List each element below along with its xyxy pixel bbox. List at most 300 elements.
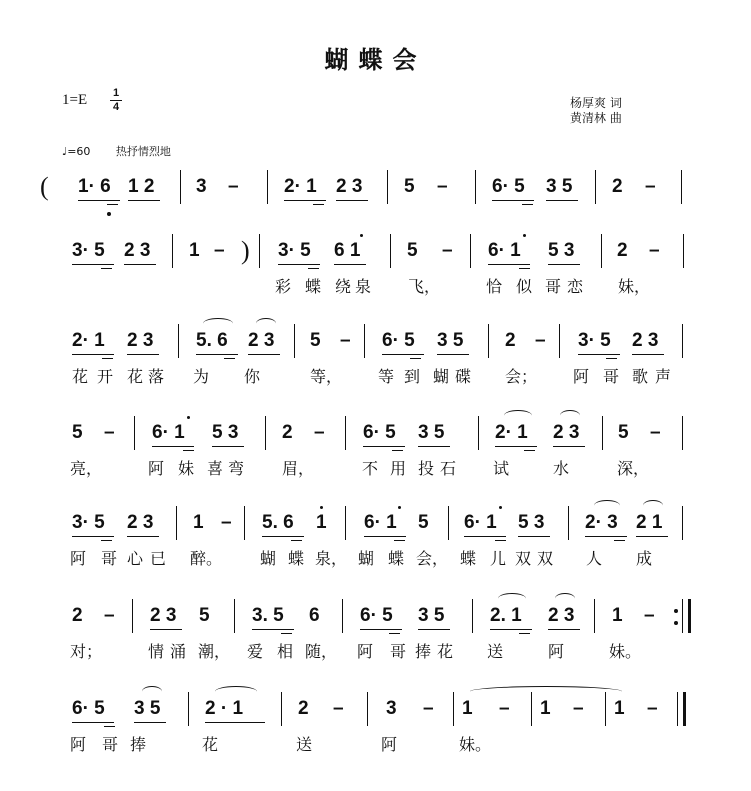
beamed-note-group [127,330,159,358]
eighth-note-underline [252,629,294,630]
beamed-note-group [336,176,368,204]
eighth-note-underline [212,446,244,447]
sustain-dash: – [573,698,584,719]
slur-tie-arc [594,500,620,511]
lyric-syllable: 到 [404,367,421,386]
barline [294,324,295,358]
lyric-syllable: 成 [636,549,653,568]
lyric-syllable: 会， [416,549,449,568]
lyric-syllable: 试 [493,459,510,478]
barline [178,324,179,358]
beamed-note-group [150,605,182,633]
high-octave-dot [398,506,401,509]
lyricist: 杨厚爽 词 [570,96,622,110]
eighth-note-underline [248,354,280,355]
barline [390,234,391,268]
beamed-note-group [437,330,469,358]
lyric-syllable: 哥 [603,367,620,386]
barline [176,506,177,540]
sustain-dash: – [104,605,115,626]
note: 3 [386,698,397,719]
eighth-note-underline [72,354,114,355]
eighth-note-underline [490,629,532,630]
beamed-note-group [578,330,620,358]
eighth-note-underline [495,446,537,447]
beamed-note-group [518,512,550,540]
lyric-syllable: 妹， [618,277,651,296]
barline [601,234,602,268]
note: 2 [72,605,83,626]
eighth-note-underline [127,536,159,537]
lyric-syllable: 似 [516,277,533,296]
sixteenth-note-underline [522,204,533,205]
eighth-note-underline [632,354,664,355]
sustain-dash: – [437,176,448,197]
note-group-text: 6· 5 [492,176,525,197]
beamed-note-group [72,512,114,540]
note-group-text: 2. 1 [490,605,522,626]
score-row [0,605,751,685]
note-group-text: 3· 5 [72,240,105,261]
eighth-note-underline [334,264,366,265]
eighth-note-underline [382,354,424,355]
beamed-note-group [548,605,580,633]
beamed-note-group [134,698,166,726]
lyric-syllable: 你 [244,367,261,386]
barline [475,170,476,204]
lyric-syllable: 眉， [282,459,315,478]
note: 1 [316,512,327,533]
note: 2 [282,422,293,443]
note-group-text: 3 5 [437,330,464,351]
sixteenth-note-underline [101,540,112,541]
note-group-text: 2· 1 [72,330,105,351]
eighth-note-underline [72,264,114,265]
lyric-syllable: 深， [617,459,650,478]
low-octave-dot [107,212,111,216]
bracket: ) [241,236,250,265]
lyric-syllable: 弯 [228,459,245,478]
note-group-text: 2· 1 [284,176,317,197]
barline [681,170,682,204]
note: 2 [612,176,623,197]
note-group-text: 6· 1 [464,512,497,533]
lyric-syllable: 儿 [490,549,507,568]
lyric-syllable: 绕 [335,277,352,296]
lyric-syllable: 心 [127,549,144,568]
lyric-syllable: 情 [148,642,165,661]
eighth-note-underline [464,536,506,537]
note: 2 [505,330,516,351]
beamed-note-group [248,330,280,358]
beamed-note-group [585,512,627,540]
barline [387,170,388,204]
lyric-syllable: 捧 [415,642,432,661]
barline [267,170,268,204]
slur-tie-arc [555,593,575,604]
sustain-dash: – [423,698,434,719]
sixteenth-note-underline [410,358,421,359]
lyric-syllable: 蝶 [305,277,322,296]
note-group-text: 1· 6 [78,176,111,197]
eighth-note-underline [262,536,304,537]
sixteenth-note-underline [606,358,617,359]
barline [605,692,606,726]
note: 1 [540,698,551,719]
lyric-syllable: 会； [505,367,538,386]
lyric-syllable: 阿 [148,459,165,478]
sustain-dash: – [499,698,510,719]
barline [683,234,684,268]
high-octave-dot [523,234,526,237]
note-group-text: 3 5 [546,176,573,197]
final-double-barline [677,692,686,726]
eighth-note-underline [492,200,534,201]
note-group-text: 6· 1 [152,422,185,443]
note: 1 [612,605,623,626]
barline [244,506,245,540]
note: 3 [196,176,207,197]
lyric-syllable: 石 [440,459,457,478]
sixteenth-note-underline [224,358,235,359]
beamed-note-group [127,512,159,540]
barline [682,416,683,450]
beamed-note-group [636,512,668,540]
beamed-note-group [124,240,156,268]
lyric-syllable: 哥 [545,277,562,296]
lyric-syllable: 水 [553,459,570,478]
lyric-syllable: 妹。 [609,642,642,661]
note-group-text: 6· 5 [382,330,415,351]
note: 5 [418,512,429,533]
barline [132,599,133,633]
slur-tie-arc [498,593,526,604]
sustain-dash: – [647,698,658,719]
note-group-text: 2 3 [124,240,151,261]
sustain-dash: – [644,605,655,626]
note: 1 [189,240,200,261]
note: 5 [199,605,210,626]
note-group-text: 2 3 [553,422,580,443]
eighth-note-underline [437,354,469,355]
lyric-syllable: 泉， [315,549,348,568]
note: 2 [617,240,628,261]
note-group-text: 3 5 [134,698,161,719]
note-group-text: 2· 1 [495,422,528,443]
lyric-syllable: 恋 [567,277,584,296]
sixteenth-note-underline [392,450,403,451]
score-row [0,236,751,320]
lyric-syllable: 蝴 [433,367,450,386]
barline [134,416,135,450]
note-group-text: 2 3 [336,176,363,197]
sustain-dash: – [340,330,351,351]
lyric-syllable: 对； [70,642,103,661]
eighth-note-underline [488,264,530,265]
time-signature-denominator: 4 [112,101,120,113]
lyric-syllable: 蝶 [288,549,305,568]
lyric-syllable: 歌 [632,367,649,386]
time-signature-numerator: 1 [112,87,120,99]
slur-tie-arc [215,686,257,697]
barline [478,416,479,450]
beamed-note-group [553,422,585,450]
sixteenth-note-underline [614,540,625,541]
note-group-text: 3· 5 [578,330,611,351]
lyric-syllable: 喜 [207,459,224,478]
slur-tie-arc [504,410,532,421]
note-group-text: 3· 5 [278,240,311,261]
eighth-note-underline [124,264,156,265]
repeat-sign-dots [674,607,678,627]
beamed-note-group [72,330,114,358]
note-group-text: 2 3 [548,605,575,626]
eighth-note-underline [360,629,402,630]
sixteenth-note-underline [519,633,530,634]
note-group-text: 3· 5 [72,512,105,533]
lyric-syllable: 蝴 [358,549,375,568]
lyric-syllable: 送 [487,642,504,661]
beamed-note-group [128,176,160,204]
note-group-text: 6· 5 [360,605,393,626]
eighth-note-underline [585,536,627,537]
eighth-note-underline [150,629,182,630]
lyric-syllable: 阿 [357,642,374,661]
beamed-note-group [364,512,406,540]
sustain-dash: – [314,422,325,443]
note: 1 [193,512,204,533]
lyric-syllable: 双 [537,549,554,568]
lyric-syllable: 阿 [381,735,398,754]
sustain-dash: – [104,422,115,443]
lyric-syllable: 潮， [198,642,231,661]
sixteenth-note-underline [308,268,319,269]
lyric-syllable: 妹。 [459,735,492,754]
eighth-note-underline [128,200,160,201]
beamed-note-group [490,605,532,633]
barline [531,692,532,726]
sustain-dash: – [442,240,453,261]
lyric-syllable: 人 [586,549,603,568]
slur-tie-arc [203,318,233,329]
lyric-syllable: 哥 [390,642,407,661]
lyric-syllable: 花 [202,735,219,754]
note-group-text: 5 3 [518,512,545,533]
barline [448,506,449,540]
note: 1 [614,698,625,719]
high-octave-dot [320,506,323,509]
lyric-syllable: 蝶 [388,549,405,568]
beamed-note-group [548,240,580,268]
beamed-note-group [334,240,366,268]
lyric-syllable: 等 [378,367,395,386]
lyric-syllable: 等， [310,367,343,386]
sixteenth-note-underline [183,450,194,451]
composer: 黄清林 曲 [570,111,622,125]
lyric-syllable: 泉 [355,277,372,296]
lyric-syllable: 涌 [170,642,187,661]
lyric-syllable: 亮， [70,459,103,478]
lyric-syllable: 彩 [275,277,292,296]
lyric-syllable: 落 [148,367,165,386]
beamed-note-group [284,176,326,204]
barline [345,506,346,540]
credits [570,96,622,126]
beamed-note-group [546,176,578,204]
sixteenth-note-underline [101,268,112,269]
score-row [0,330,751,410]
barline [234,599,235,633]
sustain-dash: – [333,698,344,719]
lyric-syllable: 恰 [486,277,503,296]
lyric-syllable: 不 [362,459,379,478]
note: 5 [618,422,629,443]
note-group-text: 5 3 [548,240,575,261]
beamed-note-group [464,512,506,540]
note-group-text: 5 3 [212,422,239,443]
eighth-note-underline [336,200,368,201]
lyric-syllable: 捧 [130,735,147,754]
barline [265,416,266,450]
high-octave-dot [499,506,502,509]
eighth-note-underline [548,264,580,265]
beamed-note-group [262,512,304,540]
sixteenth-note-underline [389,633,400,634]
high-octave-dot [187,416,190,419]
lyric-syllable: 哥 [101,549,118,568]
sustain-dash: – [650,422,661,443]
eighth-note-underline [278,264,320,265]
key-signature: 1=E [62,92,88,108]
sixteenth-note-underline [313,204,324,205]
beamed-note-group [492,176,534,204]
sixteenth-note-underline [104,726,115,727]
note: 5 [407,240,418,261]
note-group-text: 3. 5 [252,605,284,626]
lyric-syllable: 花 [72,367,89,386]
lyric-syllable: 哥 [102,735,119,754]
barline [259,234,260,268]
eighth-note-underline [127,354,159,355]
beamed-note-group [212,422,244,450]
barline [172,234,173,268]
score-row [0,698,751,778]
note-group-text: 2 3 [127,330,154,351]
sixteenth-note-underline [524,450,535,451]
beamed-note-group [360,605,402,633]
score-row [0,422,751,502]
note-group-text: 6· 1 [364,512,397,533]
lyric-syllable: 相 [277,642,294,661]
note: 5 [310,330,321,351]
beamed-note-group [72,240,114,268]
beamed-note-group [205,698,265,726]
barline [602,416,603,450]
sixteenth-note-underline [291,540,302,541]
note-group-text: 2 1 [636,512,663,533]
lyric-syllable: 阿 [548,642,565,661]
lyric-syllable: 用 [390,459,407,478]
high-octave-dot [360,234,363,237]
barline [568,506,569,540]
note-group-text: 5. 6 [196,330,228,351]
barline [594,599,595,633]
lyric-syllable: 蝶 [460,549,477,568]
lyric-syllable: 阿 [70,549,87,568]
barline [595,170,596,204]
note: 5 [404,176,415,197]
lyric-syllable: 蝴 [260,549,277,568]
barline [559,324,560,358]
eighth-note-underline [518,536,550,537]
tempo-line [62,143,171,159]
eighth-note-underline [205,722,265,723]
note-group-text: 2 3 [248,330,275,351]
eighth-note-underline [418,446,450,447]
beamed-note-group [382,330,424,358]
sixteenth-note-underline [495,540,506,541]
eighth-note-underline [196,354,238,355]
beamed-note-group [488,240,530,268]
beamed-note-group [252,605,294,633]
note: 1 [462,698,473,719]
eighth-note-underline [548,629,580,630]
barline [488,324,489,358]
note: 2 [298,698,309,719]
slur-tie-arc [643,500,663,511]
note: 5 [72,422,83,443]
lyric-syllable: 送 [296,735,313,754]
sustain-dash: – [214,240,225,261]
beamed-note-group [418,605,450,633]
barline [345,416,346,450]
expression-mark: 热抒情烈地 [115,145,171,158]
note-group-text: 2 3 [127,512,154,533]
beamed-note-group [72,698,114,726]
time-signature [110,88,122,113]
lyric-syllable: 飞， [408,277,441,296]
eighth-note-underline [78,200,120,201]
beamed-note-group [632,330,664,358]
sixteenth-note-underline [102,358,113,359]
eighth-note-underline [553,446,585,447]
lyric-syllable: 随， [305,642,338,661]
eighth-note-underline [363,446,405,447]
barline [281,692,282,726]
sustain-dash: – [535,330,546,351]
note-group-text: 2· 3 [585,512,618,533]
sixteenth-note-underline [519,268,530,269]
slur-tie-arc [470,686,622,697]
beamed-note-group [495,422,537,450]
tempo-mark: ♩=60 [62,145,91,158]
beamed-note-group [363,422,405,450]
barline [472,599,473,633]
eighth-note-underline [364,536,406,537]
sixteenth-note-underline [281,633,292,634]
note-group-text: 3 5 [418,605,445,626]
note-group-text: 5. 6 [262,512,294,533]
eighth-note-underline [546,200,578,201]
slur-tie-arc [256,318,276,329]
sustain-dash: – [649,240,660,261]
note-group-text: 2 3 [150,605,177,626]
barline [470,234,471,268]
lyric-syllable: 碟 [455,367,472,386]
lyric-syllable: 花 [437,642,454,661]
lyric-syllable: 阿 [573,367,590,386]
beamed-note-group [418,422,450,450]
